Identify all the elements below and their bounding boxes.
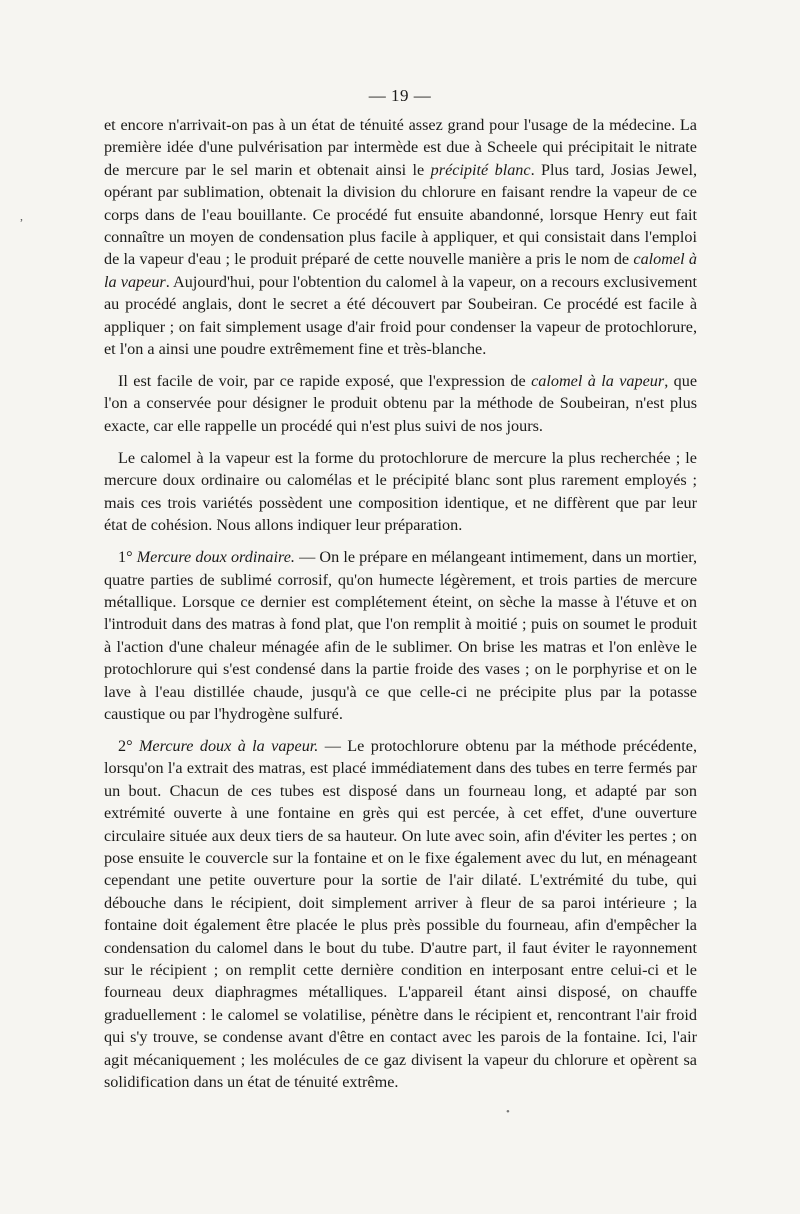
paragraph-text: Le calomel à la vapeur est la forme du protochlorure de mercure la plus recherchée ; le mercure doux ordinaire ou calomélas et le précipité blanc sont plus rarement employés ; mais ces trois variétés possèdent une composition identique, et ne diffèrent que par leur état de cohésion. Nous allons indiquer leur préparation. [104, 448, 697, 535]
paragraph-text: Il est facile de voir, par ce rapide exposé, que l'expression de [118, 372, 532, 391]
paragraph [104, 114, 697, 360]
paragraph-text: et encore n'arrivait-on pas à un état de ténuité assez grand pour l'usage de la médecine. La première idée d'une pulvérisation par intermède est due à Scheele qui précipitait le nitrate de mercure par le sel marin et obtenait ainsi le [104, 116, 697, 179]
margin-mark: , [20, 209, 23, 223]
page-number: — 19 — [368, 86, 432, 105]
paragraph-text: 1° [118, 548, 137, 567]
paragraph [104, 370, 697, 437]
paragraph-text: , que l'on a conservée pour désigner le produit obtenu par la méthode de Soubeiran, n'est plus exacte, car elle rappelle un procédé qui n'est plus suivi de nos jours. [104, 372, 698, 435]
italic-term: précipité blanc [430, 160, 531, 179]
italic-term: calomel à la vapeur [531, 372, 665, 391]
paragraph [104, 546, 697, 725]
italic-term: calomel à la vapeur [104, 250, 697, 291]
paragraph-text: — Le protochlorure obtenu par la méthode précédente, lorsqu'on l'a extrait des matras, est placé immédiatement dans des tubes en terre fermés par un bout. Chacun de ces tubes est disposé dans un fourneau long, et adapté par son extrémité ouverte à une fontaine en grès qui est percée, à cet effet, d'une ouverture circulaire située aux deux tiers de sa hauteur. On lute avec soin, afin d'éviter les pertes ; on pose ensuite le couvercle sur la fontaine et on le fixe également avec du lut, en ménageant cependant une petite ouverture pour la sortie de l'air dilaté. L'extrémité du tube, qui débouche dans le récipient, doit simplement arriver à fleur de sa paroi intérieure ; la fontaine doit également être placée le plus près possible du fourneau, afin d'empêcher la condensation du calomel dans le bout du tube. D'autre part, il faut éviter le rayonnement sur le récipient ; on remplit cette dernière condition en interposant entre celui-ci et le fourneau deux diaphragmes métalliques. L'appareil étant ainsi disposé, on chauffe graduellement : le calomel se volatilise, pénètre dans le récipient et, rencontrant l'air froid qui s'y trouve, se condense avant d'être en contact avec les parois de la fontaine. Ici, l'air agit mécaniquement ; les molécules de ce gaz divisent la vapeur du chlorure et opèrent sa solidification dans un état de ténuité extrême. [104, 736, 697, 1092]
bottom-mark: • [506, 1106, 510, 1118]
italic-term: Mercure doux à la vapeur. [138, 736, 319, 755]
paragraph-text: . Plus tard, Josias Jewel, opérant par sublimation, obtenait la division du chlorure en faisant rendre la vapeur de ce corps dans de l'eau bouillante. Ce procédé fut ensuite abandonné, lorsque Henry eut fait connaître un moyen de condensation plus facile à appliquer, et qui consistait dans l'emploi de la vapeur d'eau ; le produit préparé de cette nouvelle manière a pris le nom de [104, 160, 698, 269]
paragraph-text: 2° [118, 736, 139, 755]
body-text [104, 114, 697, 1093]
paragraph-text: . Aujourd'hui, pour l'obtention du calomel à la vapeur, on a recours exclusivement au procédé anglais, dont le secret a été découvert par Soubeiran. Ce procédé est facile à appliquer ; on fait simplement usage d'air froid pour condenser la vapeur de protochlorure, et l'on a ainsi une poudre extrêmement fine et très-blanche. [104, 272, 697, 359]
italic-term: Mercure doux ordinaire. [136, 548, 295, 567]
paragraph [104, 447, 697, 537]
paragraph-text: — On le prépare en mélangeant intimement, dans un mortier, quatre parties de sublimé corrosif, qu'on humecte légèrement, et trois parties de mercure métallique. Lorsque ce dernier est complétement éteint, on sèche la masse à l'étuve et on l'introduit dans des matras à fond plat, que l'on remplit à moitié ; puis on soumet le produit à l'action d'une chaleur ménagée afin de le sublimer. On brise les matras et l'on enlève le protochlorure qui s'est condensé dans la partie froide des vases ; on le porphyrise et on le lave à l'eau distillée chaude, jusqu'à ce que celle-ci ne précipite plus par la potasse caustique ou par l'hydrogène sulfuré. [104, 548, 697, 723]
paragraph [104, 735, 697, 1094]
